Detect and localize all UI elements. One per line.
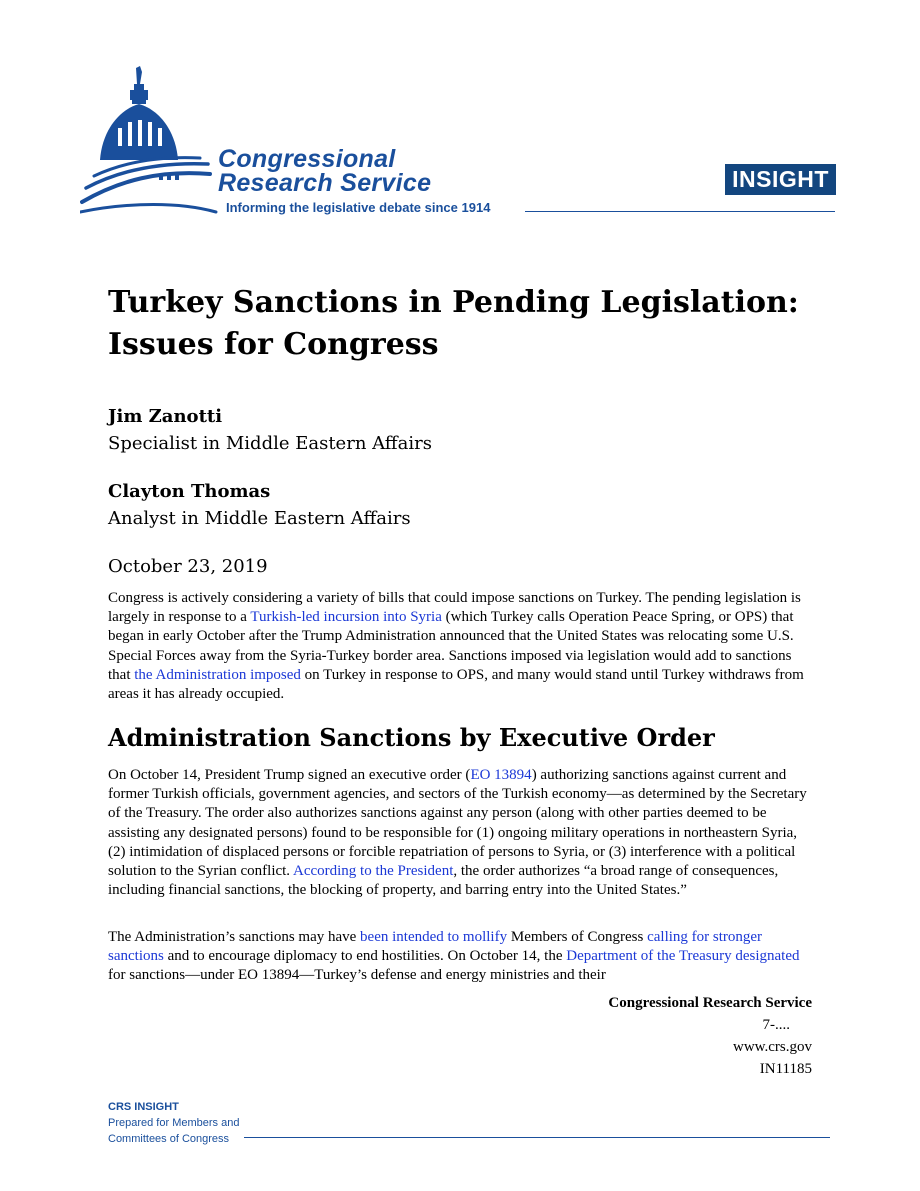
title-line-2: Issues for Congress bbox=[108, 327, 439, 362]
prepared-for-line-1: Prepared for Members and bbox=[108, 1117, 240, 1129]
text-run: for sanctions—under EO 13894—Turkey’s defense and energy ministries and their bbox=[108, 967, 606, 984]
text-run: The Administration’s sanctions may have bbox=[108, 929, 361, 945]
section-heading: Administration Sanctions by Executive Order bbox=[108, 723, 715, 752]
page-footer-info bbox=[608, 992, 812, 1080]
link-eo-13894[interactable]: EO 13894 bbox=[470, 767, 532, 783]
crs-insight-label: CRS INSIGHT bbox=[108, 1101, 179, 1113]
link-calling-for-stronger-sanctions[interactable]: calling for stronger sanctions bbox=[108, 929, 763, 965]
link-turkish-led-incursion[interactable]: Turkish-led incursion into Syria bbox=[250, 609, 442, 626]
text-run: and to encourage diplomacy to end hostilities. On October 14, the bbox=[163, 948, 567, 965]
author-name: Jim Zanotti bbox=[108, 406, 223, 427]
text-run: Members of Congress bbox=[507, 929, 648, 945]
text-run: On October 14, President Trump signed an executive order ( bbox=[108, 767, 471, 783]
logo-text-congressional: Congressional bbox=[218, 145, 396, 173]
title-line-1: Turkey Sanctions in Pending Legislation: bbox=[108, 285, 799, 320]
author-name: Clayton Thomas bbox=[108, 481, 271, 502]
text-run: , the order authorizes “a broad range of consequences, including financial sanctions, the blocking of property, and barring entry into the United States.” bbox=[108, 863, 779, 899]
crs-logo bbox=[80, 62, 540, 222]
text-run: on Turkey in response to OPS, and many would stand until Turkey withdraws from areas it has already occupied. bbox=[108, 666, 804, 703]
footer-id: IN11185 bbox=[759, 1061, 812, 1077]
capitol-dome-icon bbox=[80, 62, 220, 222]
header-rule bbox=[525, 211, 835, 212]
footer-organization: Congressional Research Service bbox=[608, 995, 812, 1011]
footer-code: 7-.... bbox=[762, 1017, 790, 1033]
link-administration-imposed[interactable]: the Administration imposed bbox=[134, 666, 301, 683]
crs-insight-footer bbox=[108, 1099, 239, 1147]
text-run: Congress is actively considering a variety of bills that could impose sanctions on Turkey. The pending legislation is largely in response to a bbox=[108, 590, 801, 626]
footer-url: www.crs.gov bbox=[732, 1039, 812, 1055]
intro-paragraph bbox=[108, 589, 812, 704]
section-paragraph-2 bbox=[108, 928, 812, 986]
publication-date: October 23, 2019 bbox=[108, 556, 268, 577]
footer-rule bbox=[244, 1137, 830, 1138]
text-run: ) authorizing sanctions against current and former Turkish officials, government agencies, and sectors of the Turkish economy—as determined by the Secretary of the Treasury. The order also authorizes sanctions against any person (along with other parties deemed to be assisting any designated persons) found to be responsible for (1) ongoing military operations in northeastern Syria, (2) intimidation of displaced persons or forcible repatriation of persons to Syria, or (3) interference with a political solution to the Syrian conflict. bbox=[108, 767, 807, 880]
author-role: Specialist in Middle Eastern Affairs bbox=[108, 433, 432, 454]
link-according-to-president[interactable]: According to the President bbox=[292, 863, 454, 880]
logo-tagline: Informing the legislative debate since 1914 bbox=[226, 200, 491, 215]
prepared-for-line-2: Committees of Congress bbox=[108, 1133, 230, 1145]
link-intended-to-mollify[interactable]: been intended to mollify bbox=[360, 929, 508, 945]
document-title bbox=[108, 282, 828, 366]
text-run: (which Turkey calls Operation Peace Spring, or OPS) that began in early October after the Trump Administration announced that the United States was relocating some U.S. Special Forces away from the Syria-Turkey border area. Sanctions imposed via legislation would add to sanctions that bbox=[108, 609, 794, 683]
author-role: Analyst in Middle Eastern Affairs bbox=[108, 508, 411, 529]
link-treasury-designated[interactable]: Department of the Treasury designated bbox=[566, 948, 800, 965]
insight-badge: INSIGHT bbox=[725, 164, 836, 195]
section-paragraph-1 bbox=[108, 766, 812, 900]
logo-text-research-service: Research Service bbox=[218, 169, 432, 197]
